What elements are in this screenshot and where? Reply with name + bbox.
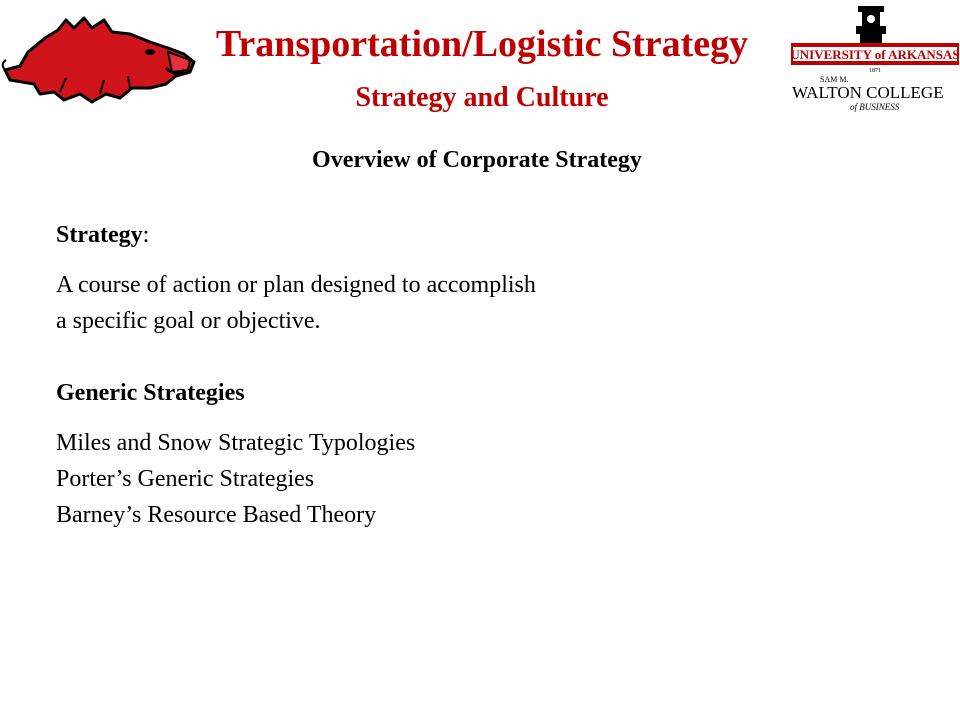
svg-text:of BUSINESS: of BUSINESS (850, 102, 900, 112)
list-item: Porter’s Generic Strategies (56, 466, 315, 492)
svg-text:1871: 1871 (869, 68, 881, 74)
slide-body (56, 217, 756, 533)
list-item: Barney’s Resource Based Theory (56, 502, 377, 528)
page-subtitle: Strategy and Culture (355, 82, 609, 113)
svg-text:UNIVERSITY of ARKANSAS: UNIVERSITY of ARKANSAS (790, 47, 960, 62)
university-logo-icon (790, 0, 960, 120)
strategy-definition-line: A course of action or plan designed to accomplish (56, 272, 536, 298)
strategy-definition-line: a specific goal or objective. (56, 308, 321, 334)
generic-strategies-heading: Generic Strategies (56, 380, 245, 406)
svg-text:SAM M.: SAM M. (820, 75, 849, 84)
svg-text:WALTON COLLEGE: WALTON COLLEGE (792, 83, 944, 102)
list-item: Miles and Snow Strategic Typologies (56, 430, 416, 456)
section-title: Overview of Corporate Strategy (312, 147, 642, 173)
strategy-heading: Strategy: (56, 222, 150, 248)
page-title: Transportation/Logistic Strategy (215, 23, 749, 65)
